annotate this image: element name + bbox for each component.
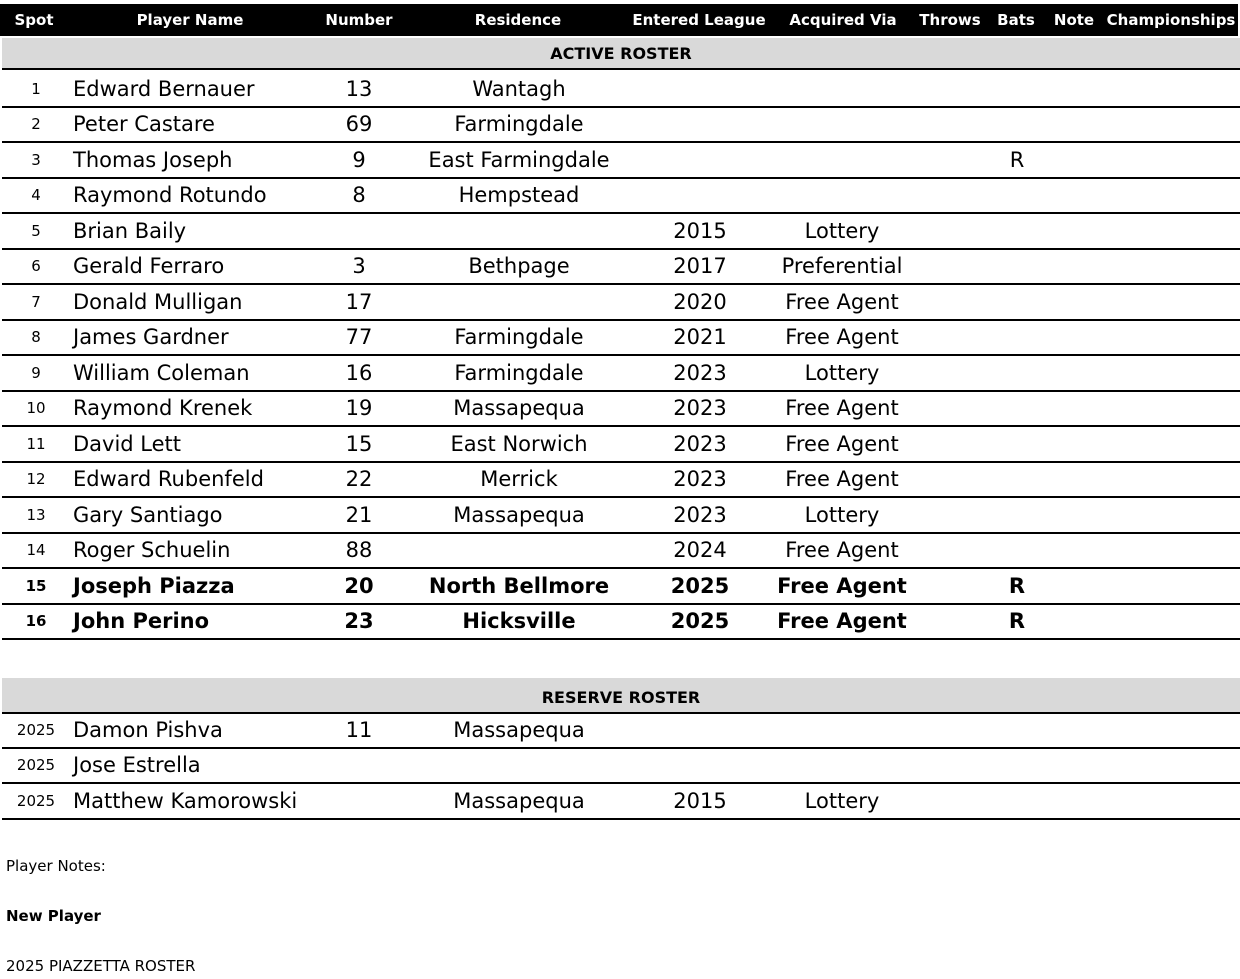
cell-throws [916,713,986,747]
cell-bats: R [1008,609,1026,634]
cell-bats [992,534,1042,568]
cell-number: 11 [345,717,373,742]
cell-residence: Massapequa [453,502,585,527]
cell-entered: 2015 [673,788,727,813]
table-header [0,4,1238,36]
cell-champ [1106,463,1240,497]
cell-entered: 2023 [673,431,727,456]
cell-residence: East Norwich [450,431,588,456]
cell-note [1048,713,1104,747]
cell-acquired: Lottery [804,502,880,527]
reserve-roster-title: RESERVE ROSTER [541,687,701,707]
cell-number [320,214,398,248]
table-row [2,534,1240,570]
cell-spot: 10 [26,399,46,418]
cell-acquired: Free Agent [777,573,907,598]
cell-throws [916,250,986,284]
cell-number [320,784,398,818]
table-row [2,285,1240,321]
cell-note [1048,321,1104,355]
cell-note [1048,569,1104,603]
player-notes-label: Player Notes: [6,857,106,875]
cell-name: Edward Bernauer [73,76,255,101]
cell-residence: Massapequa [453,396,585,421]
cell-champ [1106,143,1240,177]
cell-name: Peter Castare [73,112,215,137]
column-header-player-name: Player Name [136,11,244,29]
cell-name: Gerald Ferraro [73,254,225,279]
cell-bats [992,713,1042,747]
cell-bats: R [1008,573,1026,598]
cell-entered: 2015 [673,218,727,243]
cell-champ [1106,356,1240,390]
table-row [2,108,1240,144]
cell-note [1048,108,1104,142]
cell-residence: Farmingdale [454,360,584,385]
cell-spot: 9 [31,363,41,382]
cell-note [1048,605,1104,639]
cell-bats [992,463,1042,497]
cell-residence: Bethpage [468,254,570,279]
cell-acquired [772,108,912,142]
cell-entered: 2017 [673,254,727,279]
cell-spot: 15 [25,576,47,595]
column-header-entered-league: Entered League [632,11,766,29]
cell-bats [992,749,1042,783]
table-row [2,463,1240,499]
cell-number: 22 [345,467,373,492]
new-player-legend: New Player [6,907,101,925]
column-header-championships: Championships [1106,11,1236,29]
active-roster-title: ACTIVE ROSTER [550,43,692,63]
cell-number: 9 [352,147,366,172]
cell-entered: 2023 [673,396,727,421]
active-roster-header [2,38,1240,70]
cell-entered: 2025 [670,609,730,634]
column-header-spot: Spot [14,11,54,29]
table-row [2,321,1240,357]
roster-title: 2025 PIAZZETTA ROSTER [6,957,196,975]
cell-acquired: Free Agent [785,396,899,421]
cell-number: 17 [345,289,373,314]
cell-acquired: Lottery [804,218,880,243]
cell-champ [1106,179,1240,213]
cell-note [1048,749,1104,783]
cell-spot: 2 [31,115,41,134]
cell-entered: 2024 [673,538,727,563]
cell-bats [992,72,1042,106]
cell-champ [1106,498,1240,532]
cell-throws [916,179,986,213]
cell-name: Thomas Joseph [73,147,233,172]
table-row [2,784,1240,820]
table-row [2,605,1240,641]
cell-residence: Wantagh [472,76,566,101]
cell-residence: Farmingdale [454,112,584,137]
cell-throws [916,356,986,390]
cell-acquired: Lottery [804,360,880,385]
cell-residence: Hicksville [462,609,576,634]
cell-spot: 4 [31,186,41,205]
cell-acquired: Free Agent [785,467,899,492]
cell-champ [1106,214,1240,248]
table-row [2,250,1240,286]
cell-bats [992,356,1042,390]
cell-spot: 12 [26,470,46,489]
cell-throws [916,569,986,603]
cell-note [1048,214,1104,248]
cell-acquired [772,72,912,106]
cell-number [320,749,398,783]
cell-entered: 2023 [673,467,727,492]
cell-throws [916,285,986,319]
cell-throws [916,321,986,355]
cell-note [1048,179,1104,213]
cell-number: 3 [352,254,366,279]
cell-throws [916,498,986,532]
cell-champ [1106,427,1240,461]
cell-acquired: Free Agent [785,325,899,350]
cell-note [1048,143,1104,177]
cell-note [1048,427,1104,461]
cell-number: 15 [345,431,373,456]
cell-name: Jose Estrella [73,753,201,778]
cell-number: 20 [344,573,374,598]
cell-acquired [772,179,912,213]
cell-number: 13 [345,76,373,101]
cell-number: 8 [352,183,366,208]
cell-bats: R [1009,147,1025,172]
cell-entered: 2021 [673,325,727,350]
cell-note [1048,463,1104,497]
cell-acquired: Lottery [804,788,880,813]
cell-throws [916,463,986,497]
cell-bats [992,784,1042,818]
cell-spot: 1 [31,79,41,98]
cell-bats [992,392,1042,426]
cell-spot: 2025 [16,720,56,739]
cell-spot: 14 [26,541,46,560]
cell-name: David Lett [73,431,182,456]
cell-champ [1106,72,1240,106]
cell-entered [632,749,768,783]
column-header-bats: Bats [997,11,1035,29]
cell-name: Damon Pishva [73,717,223,742]
column-header-acquired-via: Acquired Via [789,11,897,29]
table-row [2,214,1240,250]
cell-spot: 8 [31,328,41,347]
cell-entered: 2023 [673,360,727,385]
cell-spot: 2025 [16,791,56,810]
column-header-throws: Throws [919,11,981,29]
cell-throws [916,72,986,106]
column-header-residence: Residence [474,11,562,29]
cell-bats [992,321,1042,355]
cell-name: William Coleman [73,360,250,385]
cell-residence: Hempstead [458,183,580,208]
cell-note [1048,392,1104,426]
cell-entered [632,72,768,106]
cell-champ [1106,250,1240,284]
cell-acquired [772,749,912,783]
cell-residence: Massapequa [453,788,585,813]
cell-number: 23 [344,609,374,634]
cell-throws [916,605,986,639]
cell-champ [1106,392,1240,426]
cell-champ [1106,784,1240,818]
cell-entered [632,713,768,747]
cell-spot: 16 [25,612,47,631]
cell-bats [992,427,1042,461]
cell-throws [916,143,986,177]
cell-throws [916,108,986,142]
cell-spot: 6 [31,257,41,276]
table-row [2,356,1240,392]
cell-name: Brian Baily [73,218,187,243]
cell-champ [1106,285,1240,319]
cell-acquired: Free Agent [785,538,899,563]
cell-residence [420,285,618,319]
cell-bats [992,108,1042,142]
cell-entered [632,179,768,213]
cell-residence: Merrick [480,467,558,492]
cell-bats [992,285,1042,319]
cell-throws [916,749,986,783]
cell-throws [916,427,986,461]
cell-throws [916,392,986,426]
cell-note [1048,285,1104,319]
cell-number: 88 [345,538,373,563]
column-header-note: Note [1053,11,1095,29]
cell-champ [1106,569,1240,603]
cell-name: Edward Rubenfeld [73,467,264,492]
cell-note [1048,534,1104,568]
cell-champ [1106,534,1240,568]
cell-bats [992,214,1042,248]
cell-name: Roger Schuelin [73,538,231,563]
cell-name: Joseph Piazza [73,573,235,598]
cell-name: Donald Mulligan [73,289,243,314]
cell-number: 69 [345,112,373,137]
cell-number: 16 [345,360,373,385]
cell-acquired: Free Agent [777,609,907,634]
cell-champ [1106,713,1240,747]
cell-spot: 13 [26,505,46,524]
cell-note [1048,356,1104,390]
table-row [2,749,1240,785]
cell-bats [992,498,1042,532]
cell-champ [1106,321,1240,355]
cell-entered: 2025 [670,573,730,598]
cell-name: Raymond Krenek [73,396,253,421]
cell-bats [992,179,1042,213]
cell-champ [1106,108,1240,142]
cell-bats [992,250,1042,284]
cell-note [1048,784,1104,818]
cell-name: Gary Santiago [73,502,223,527]
cell-spot: 2025 [16,756,56,775]
column-header-number: Number [325,11,393,29]
cell-champ [1106,749,1240,783]
cell-acquired: Free Agent [785,431,899,456]
cell-residence: Farmingdale [454,325,584,350]
cell-residence [420,534,618,568]
cell-name: Raymond Rotundo [73,183,267,208]
cell-acquired: Preferential [781,254,903,279]
table-row [2,427,1240,463]
cell-name: Matthew Kamorowski [73,788,298,813]
cell-entered: 2020 [673,289,727,314]
cell-note [1048,72,1104,106]
cell-spot: 5 [31,221,41,240]
table-row [2,498,1240,534]
cell-acquired [772,713,912,747]
table-row [2,72,1240,108]
cell-throws [916,784,986,818]
table-row [2,569,1240,605]
reserve-roster-header [2,678,1240,714]
cell-spot: 3 [31,150,41,169]
cell-throws [916,534,986,568]
cell-residence: Massapequa [453,717,585,742]
cell-note [1048,498,1104,532]
cell-spot: 11 [26,434,46,453]
cell-residence [420,214,618,248]
table-row [2,179,1240,215]
cell-name: John Perino [73,609,210,634]
table-row [2,143,1240,179]
cell-name: James Gardner [73,325,229,350]
cell-note [1048,250,1104,284]
cell-entered [632,143,768,177]
cell-residence [420,749,618,783]
cell-number: 21 [345,502,373,527]
cell-acquired [772,143,912,177]
cell-number: 19 [345,396,373,421]
cell-acquired: Free Agent [785,289,899,314]
cell-entered [632,108,768,142]
cell-throws [916,214,986,248]
cell-spot: 7 [31,292,41,311]
cell-number: 77 [345,325,373,350]
table-row [2,392,1240,428]
table-row [2,713,1240,749]
cell-champ [1106,605,1240,639]
cell-residence: East Farmingdale [428,147,610,172]
cell-residence: North Bellmore [428,573,610,598]
cell-entered: 2023 [673,502,727,527]
